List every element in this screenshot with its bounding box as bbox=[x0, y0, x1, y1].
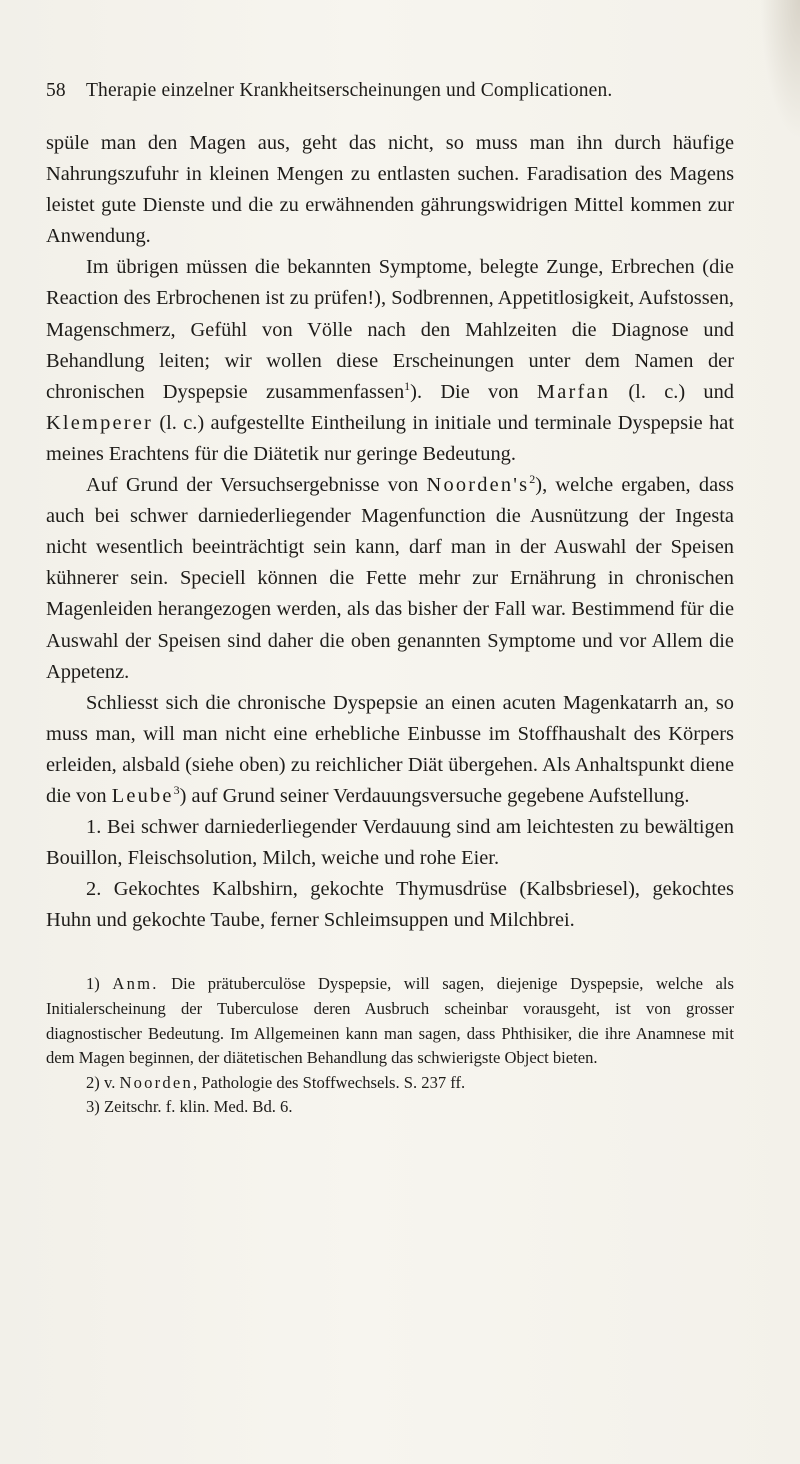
list-item-2: 2. Gekochtes Kalbshirn, gekochte Thymusdrüse (Kalbsbriesel), gekochtes Huhn und gekochte Taube, ferner Schleimsuppen und Milchbrei. bbox=[46, 878, 734, 932]
paragraph-2-text-a: Im übrigen müssen die bekannten Symptome, belegte Zunge, Erbrechen (die Reaction des Erbrochenen ist zu prüfen!), Sodbrennen, Appetitlosigkeit, Aufstossen, Magenschmerz, Gefühl von Völle nach den Mahlzeiten die Diagnose und Behandlung leiten; wir wollen diese Erscheinungen unter dem Namen der chronischen Dyspepsie zusammenfassen bbox=[46, 256, 734, 403]
footnote-2-marker: 2) v. bbox=[86, 1072, 120, 1092]
footnote-ref-2: 2 bbox=[529, 472, 536, 487]
paragraph-4-text-b: auf Grund seiner Verdauungsversuche gegebene Aufstellung. bbox=[186, 784, 690, 807]
page-number: 58 bbox=[46, 80, 66, 101]
paragraph-1: spüle man den Magen aus, geht das nicht, so muss man ihn durch häufige Nahrungszufuhr in kleinen Mengen zu entlasten suchen. Faradisation des Magens leistet gute Dienste und die zu erwähnenden gährungswidrigen Mittel kommen zur Anwendung. bbox=[46, 132, 734, 248]
author-noorden: Noorden's bbox=[426, 474, 530, 497]
paragraph-3-text-b: , welche ergaben, dass auch bei schwer darniederliegender Magenfunction die Ausnützung der Ingesta nicht wesentlich beeinträchtigt sein kann, darf man in der Auswahl der Speisen kühnerer sein. Speciell können die Fette mehr zur Ernährung in chronischen Magenleiden herangezogen werden, als das bisher der Fall war. Bestimmend für die Auswahl der Speisen sind daher die oben genannten Symptome und vor Allem die Appetenz. bbox=[46, 474, 734, 683]
footnote-2 bbox=[46, 1071, 734, 1096]
paragraph-2-text-c: (l. c.) und bbox=[610, 380, 734, 403]
running-title: Therapie einzelner Krankheitserscheinungen und Complicationen. bbox=[86, 80, 613, 101]
footnote-1-marker: 1) bbox=[86, 974, 113, 994]
footnote-3-text: Zeitschr. f. klin. Med. Bd. 6. bbox=[103, 1097, 293, 1117]
paragraph-4: Schliesst sich die chronische Dyspepsie an einen acuten Magenkatarrh an, so muss man, will man nicht eine erhebliche Einbusse im Stoffhaushalt des Körpers erleiden, alsbald (siehe oben) zu reichlicher Diät übergehen. Als Anhaltspunkt diene die von Leube$^3$) auf Grund seiner Verdauungsversuche gegebene Aufstellung. bbox=[46, 691, 734, 807]
footnotes bbox=[46, 972, 734, 1120]
author-klemperer: Klemperer bbox=[46, 411, 153, 434]
list-item-1: 1. Bei schwer darniederliegender Verdauung sind am leichtesten zu bewältigen Bouillon, Fleischsolution, Milch, weiche und rohe Eier. bbox=[46, 816, 734, 870]
footnote-1 bbox=[46, 972, 734, 1070]
footnote-2-author: Noorden bbox=[119, 1072, 193, 1092]
footnote-3 bbox=[46, 1095, 734, 1120]
author-marfan: Marfan bbox=[536, 380, 611, 403]
paragraph-3-text-a: Auf Grund der Versuchsergebnisse von bbox=[86, 474, 427, 497]
footnote-2-text: , Pathologie des Stoffwechsels. S. 237 ff. bbox=[192, 1072, 466, 1092]
footnote-1-text: Die prätuberculöse Dyspepsie, will sagen, diejenige Dyspepsie, welche als Initialerscheinung der Tuberculose deren Ausbruch scheinbar vorausgeht, ist von grosser diagnostischer Bedeutung. Im Allgemeinen kann man sagen, dass Phthisiker, die ihre Anamnese mit dem Magen beginnen, der diätetischen Behandlung das schwierigste Object bieten. bbox=[46, 974, 734, 1068]
paragraph-3: Auf Grund der Versuchsergebnisse von $Noorden's^2$), welche ergaben, dass auch bei schwer darniederliegender Magenfunction die Ausnützung der Ingesta nicht wesentlich beeinträchtigt sein kann, darf man in der Auswahl der Speisen kühnerer sein. Speciell können die Fette mehr zur Ernährung in chronischen Magenleiden herangezogen werden, als das bisher der Fall war. Bestimmend für die Auswahl der Speisen sind daher die oben genannten Symptome und vor Allem die Appetenz. bbox=[46, 472, 734, 683]
paragraph-4-text-a: Schliesst sich die chronische Dyspepsie an einen acuten Magenkatarrh an, so muss man, will man nicht eine erhebliche Einbusse im Stoffhaushalt des Körpers erleiden, alsbald (siehe oben) zu reichlicher Diät übergehen. Als Anhaltspunkt diene die von bbox=[46, 691, 734, 807]
paragraph-2-text-b: . Die von bbox=[416, 380, 537, 403]
author-leube: Leube bbox=[111, 784, 174, 807]
body-text bbox=[46, 128, 734, 936]
footnote-ref-1: 1 bbox=[404, 378, 411, 393]
paragraph-2: Im übrigen müssen die bekannten Symptome, belegte Zunge, Erbrechen (die Reaction des Erbrochenen ist zu prüfen!), Sodbrennen, Appetitlosigkeit, Aufstossen, Magenschmerz, Gefühl von Völle nach den Mahlzeiten die Diagnose und Behandlung leiten; wir wollen diese Erscheinungen unter dem Namen der chronischen Dyspepsie zusammenfassen$^1$). Die von Marfan (l. c.) und Klemperer (l. c.) aufgestellte Eintheilung in initiale und terminale Dyspepsie hat meines Erachtens für die Diätetik nur geringe Bedeutung. bbox=[46, 256, 734, 465]
paragraph-2-text-d: (l. c.) aufgestellte Eintheilung in initiale und terminale Dyspepsie hat meines Erachtens für die Diätetik nur geringe Bedeutung. bbox=[46, 411, 734, 465]
running-head bbox=[46, 80, 734, 102]
footnote-ref-3: 3 bbox=[173, 783, 180, 798]
footnote-1-label: Anm. bbox=[112, 974, 159, 994]
footnote-3-marker: 3) bbox=[86, 1097, 104, 1117]
